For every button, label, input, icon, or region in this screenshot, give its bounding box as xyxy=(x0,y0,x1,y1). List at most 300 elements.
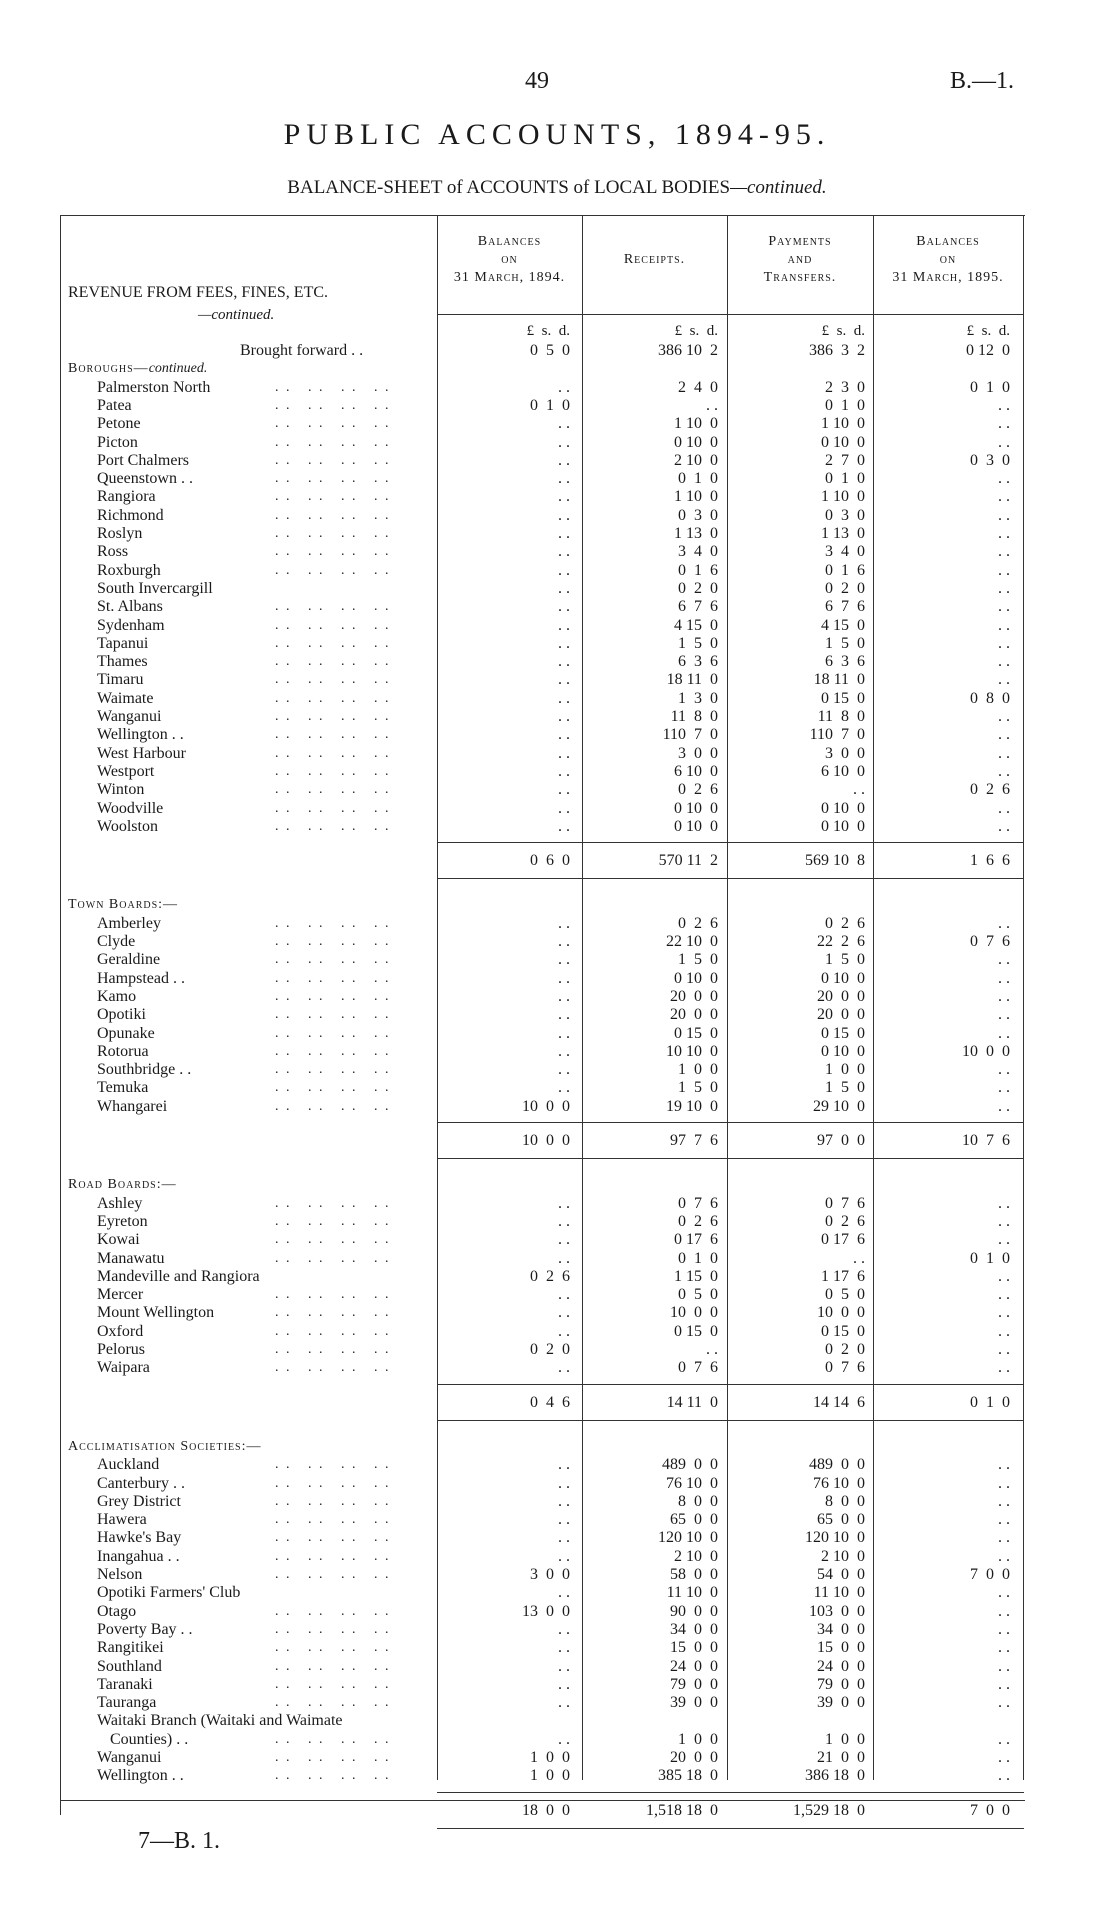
amount-c2: 2 4 0 xyxy=(678,378,718,396)
amount-c3: 103 0 0 xyxy=(809,1602,865,1620)
amount-c1: . . xyxy=(558,1061,570,1079)
amount-c2: 0 1 6 xyxy=(678,561,718,579)
row-name: Rangitikei xyxy=(97,1639,164,1657)
description-heading: REVENUE FROM FEES, FINES, ETC. xyxy=(68,284,329,301)
amount-c1: . . xyxy=(558,488,570,506)
page-title: PUBLIC ACCOUNTS, 1894-95. xyxy=(283,118,831,151)
amount-c3: 1 10 0 xyxy=(821,415,865,433)
row-name: Hawera xyxy=(97,1511,147,1529)
amount-c4: . . xyxy=(998,1231,1010,1249)
amount-c1: 18 0 0 xyxy=(522,1801,570,1819)
row-name: Tauranga xyxy=(97,1694,157,1712)
amount-c3: 6 10 0 xyxy=(821,762,865,780)
amount-c4: . . xyxy=(998,543,1010,561)
leader-dots: . . . . . . . . xyxy=(275,526,391,541)
amount-c3: 6 3 6 xyxy=(825,653,865,671)
amount-c4: 10 7 6 xyxy=(962,1132,1010,1149)
leader-dots: . . . . . . . . xyxy=(275,970,391,986)
amount-c2: 20 0 0 xyxy=(670,1006,718,1024)
col1-header-line: on xyxy=(501,252,518,267)
table-row xyxy=(0,763,1114,781)
amount-c2: 8 0 0 xyxy=(678,1492,718,1510)
leader-dots: . . . . . . . . xyxy=(275,915,391,931)
amount-c1: 0 1 0 xyxy=(530,396,570,414)
col3-header-line: Transfers. xyxy=(763,270,837,285)
section-heading-label xyxy=(68,1176,177,1194)
amount-c2: 0 2 0 xyxy=(678,579,718,597)
amount-c2: 1 5 0 xyxy=(678,634,718,652)
amount-c1: . . xyxy=(558,1212,570,1230)
row-name: Sydenham xyxy=(97,616,165,634)
amount-c1: . . xyxy=(558,1456,570,1474)
amount-c1: 0 2 0 xyxy=(530,1341,570,1358)
table-row xyxy=(0,1621,1114,1639)
table-row xyxy=(0,1304,1114,1322)
page-number: 49 xyxy=(525,68,549,94)
amount-c4: 10 0 0 xyxy=(962,1042,1010,1060)
amount-c1: 0 4 6 xyxy=(530,1393,570,1411)
amount-c2: 20 0 0 xyxy=(670,987,718,1005)
table-row xyxy=(0,745,1114,763)
amount-c3: 11 10 0 xyxy=(813,1584,865,1602)
row-name: Mount Wellington xyxy=(97,1304,215,1322)
amount-c3: 1 5 0 xyxy=(825,634,865,652)
leader-dots: . . . . . . . . xyxy=(275,934,391,949)
amount-c4: 0 12 0 xyxy=(966,342,1010,359)
amount-c3: 4 15 0 xyxy=(821,616,865,634)
amount-c1: . . xyxy=(558,451,570,469)
row-name: Nelson xyxy=(97,1566,143,1583)
page-subtitle xyxy=(0,177,1114,199)
amount-c1: . . xyxy=(558,1730,570,1748)
amount-c3: . . xyxy=(853,1249,865,1267)
leader-dots: . . . . . . . . xyxy=(275,690,391,706)
amount-c2: 1 5 0 xyxy=(678,1079,718,1097)
amount-c1: . . xyxy=(558,1639,570,1657)
amount-c4: . . xyxy=(998,969,1010,987)
table-row xyxy=(0,1268,1114,1286)
amount-c4: . . xyxy=(998,1657,1010,1675)
leader-dots: . . . . . . . . xyxy=(275,1007,391,1023)
leader-dots: . . . . . . . . xyxy=(275,599,391,615)
amount-c4: . . xyxy=(998,634,1010,652)
amount-c3: 110 7 0 xyxy=(809,726,865,744)
leader-dots: . . . . . . . . xyxy=(275,709,391,724)
amount-c4: . . xyxy=(998,1675,1010,1693)
row-name: Queenstown . . xyxy=(97,470,193,488)
leader-dots: . . . . . . . . xyxy=(275,1493,391,1509)
row-name: Hawke's Bay xyxy=(97,1529,182,1547)
amount-c1: . . xyxy=(558,1474,570,1492)
row-name: Petone xyxy=(97,415,141,433)
amount-c4: . . xyxy=(998,914,1010,932)
row-name: Poverty Bay . . xyxy=(97,1620,193,1638)
amount-c3: 34 0 0 xyxy=(817,1620,865,1638)
leader-dots: . . . . . . . . xyxy=(275,1731,391,1747)
amount-c1: . . xyxy=(558,1359,570,1377)
leader-dots: . . . . . . . . xyxy=(275,617,391,633)
table-row xyxy=(0,1098,1114,1116)
row-name: Roslyn xyxy=(97,525,143,542)
section-heading-label xyxy=(68,896,178,914)
table-row xyxy=(0,1639,1114,1657)
amount-c1: 10 0 0 xyxy=(522,1132,570,1149)
amount-c2: 1 5 0 xyxy=(678,951,718,969)
leader-dots: . . . . . . . . xyxy=(275,1621,391,1637)
row-name: Westport xyxy=(97,762,155,780)
amount-c3: 0 15 0 xyxy=(821,1322,865,1340)
amount-c3: 2 10 0 xyxy=(821,1547,865,1565)
amount-c3: 10 0 0 xyxy=(817,1304,865,1322)
section-total-underline xyxy=(437,1420,1024,1421)
amount-c2: . . xyxy=(706,1341,718,1358)
amount-c4: . . xyxy=(998,598,1010,616)
table-row xyxy=(0,1250,1114,1268)
row-name: Eyreton xyxy=(97,1212,148,1230)
row-name: Grey District xyxy=(97,1492,181,1510)
row-name: Winton xyxy=(97,781,145,799)
leader-dots: . . . . . . . . xyxy=(275,1768,391,1784)
amount-c1: . . xyxy=(558,1079,570,1097)
amount-c4: . . xyxy=(998,415,1010,433)
amount-c2: 6 10 0 xyxy=(674,762,718,780)
amount-c4: . . xyxy=(998,1267,1010,1285)
amount-c2: 0 10 0 xyxy=(674,433,718,451)
amount-c1: . . xyxy=(558,726,570,744)
section-total-row xyxy=(0,852,1114,870)
table-row xyxy=(0,1231,1114,1249)
amount-c1: . . xyxy=(558,1194,570,1212)
amount-c3: 76 10 0 xyxy=(813,1474,865,1492)
leader-dots: . . . . . . . . xyxy=(275,1676,391,1692)
amount-c3: 386 18 0 xyxy=(805,1767,865,1785)
amount-c2: 2 10 0 xyxy=(674,1547,718,1565)
amount-c4: . . xyxy=(998,1511,1010,1529)
amount-c2: 3 4 0 xyxy=(678,543,718,561)
amount-c3: 0 10 0 xyxy=(821,969,865,987)
col1-header xyxy=(437,233,582,287)
leader-dots: . . . . . . . . xyxy=(275,745,391,761)
amount-c1: . . xyxy=(558,561,570,579)
amount-c2: 120 10 0 xyxy=(658,1529,718,1547)
table-row xyxy=(0,1658,1114,1676)
leader-dots: . . . . . . . . xyxy=(275,507,391,523)
leader-dots: . . . . . . . . xyxy=(275,544,391,560)
amount-c4: . . xyxy=(998,653,1010,671)
row-name: Woolston xyxy=(97,817,158,835)
table-top-rule xyxy=(60,215,1025,216)
amount-c4: . . xyxy=(998,817,1010,835)
col3-header xyxy=(727,233,873,287)
amount-c3: 1 5 0 xyxy=(825,1079,865,1097)
amount-c2: 90 0 0 xyxy=(670,1602,718,1620)
table-row xyxy=(0,988,1114,1006)
amount-c3: 1 10 0 xyxy=(821,488,865,506)
table-row xyxy=(0,1548,1114,1566)
table-row xyxy=(0,379,1114,397)
section-total-rule xyxy=(437,1122,1024,1123)
table-row xyxy=(0,598,1114,616)
amount-c2: 1 0 0 xyxy=(678,1061,718,1079)
leader-dots: . . . . . . . . xyxy=(275,1323,391,1339)
amount-c4: . . xyxy=(998,671,1010,689)
amount-c4: . . xyxy=(998,1474,1010,1492)
amount-c1: . . xyxy=(558,1006,570,1024)
amount-c2: 0 10 0 xyxy=(674,969,718,987)
row-name: Kamo xyxy=(97,987,137,1005)
amount-c1: . . xyxy=(558,598,570,616)
leader-dots: . . . . . . . . xyxy=(275,654,391,670)
amount-c4: . . xyxy=(998,1749,1010,1766)
amount-c1: 0 5 0 xyxy=(530,342,570,359)
amount-c2: 76 10 0 xyxy=(666,1474,718,1492)
table-row xyxy=(0,1025,1114,1043)
leader-dots: . . . . . . . . xyxy=(275,1250,391,1266)
units-col2: £ s. d. xyxy=(674,323,718,339)
amount-c1: . . xyxy=(558,378,570,396)
amount-c4: . . xyxy=(998,1359,1010,1377)
section-heading xyxy=(0,1176,1114,1194)
leader-dots: . . . . . . . . xyxy=(275,1567,391,1582)
amount-c1: . . xyxy=(558,799,570,817)
amount-c4: 0 1 0 xyxy=(970,1393,1010,1411)
amount-c2: 489 0 0 xyxy=(662,1456,718,1474)
amount-c2: 24 0 0 xyxy=(670,1657,718,1675)
row-name: Wellington . . xyxy=(97,726,184,744)
amount-c1: . . xyxy=(558,415,570,433)
amount-c3: 2 3 0 xyxy=(825,378,865,396)
amount-c4: . . xyxy=(998,1024,1010,1042)
row-name: Mandeville and Rangiora xyxy=(97,1267,260,1285)
amount-c2: 0 15 0 xyxy=(674,1024,718,1042)
table-row xyxy=(0,415,1114,433)
section-total-row xyxy=(0,1802,1114,1820)
amount-c4: . . xyxy=(998,1730,1010,1748)
units-col3: £ s. d. xyxy=(821,323,865,339)
amount-c2: 1 15 0 xyxy=(674,1267,718,1285)
leader-dots: . . . . . . . . xyxy=(275,489,391,505)
table-row xyxy=(0,726,1114,744)
amount-c4: 7 0 0 xyxy=(970,1801,1010,1819)
leader-dots: . . . . . . . . xyxy=(275,1025,391,1041)
table-row xyxy=(0,1603,1114,1621)
amount-c4: . . xyxy=(998,1061,1010,1079)
amount-c4: . . xyxy=(998,726,1010,744)
amount-c1: . . xyxy=(558,579,570,597)
amount-c2: 18 11 0 xyxy=(666,671,718,689)
col4-header xyxy=(873,233,1023,287)
amount-c4: . . xyxy=(998,1529,1010,1547)
row-name: Waitaki Branch (Waitaki and Waimate xyxy=(97,1712,343,1730)
amount-c1: 13 0 0 xyxy=(522,1602,570,1620)
row-name: Ashley xyxy=(97,1194,143,1212)
amount-c3: 0 2 0 xyxy=(825,579,865,597)
amount-c1: . . xyxy=(558,1657,570,1675)
table-row xyxy=(0,1359,1114,1377)
row-name: Picton xyxy=(97,433,138,451)
amount-c3: 569 10 8 xyxy=(805,852,865,870)
amount-c1: . . xyxy=(558,470,570,488)
row-name: Rotorua xyxy=(97,1042,149,1060)
section-heading-text: Acclimatisation Societies:— xyxy=(68,1438,262,1454)
row-name: Kowai xyxy=(97,1231,140,1249)
amount-c4: 0 1 0 xyxy=(970,378,1010,396)
row-name: Oxford xyxy=(97,1322,144,1340)
amount-c1: 1 0 0 xyxy=(530,1749,570,1766)
amount-c2: 0 7 6 xyxy=(678,1194,718,1212)
section-total-underline xyxy=(437,878,1024,879)
amount-c3: 1 17 6 xyxy=(821,1267,865,1285)
section-heading-label xyxy=(68,1438,262,1456)
amount-c3: 489 0 0 xyxy=(809,1456,865,1474)
amount-c1: . . xyxy=(558,1584,570,1602)
amount-c3: 21 0 0 xyxy=(817,1749,865,1766)
col1-header-line: 31 March, 1894. xyxy=(453,270,566,285)
table-row xyxy=(0,1676,1114,1694)
amount-c4: . . xyxy=(998,1584,1010,1602)
amount-c4: . . xyxy=(998,1286,1010,1304)
amount-c1: 0 2 6 xyxy=(530,1267,570,1285)
row-name: Thames xyxy=(97,653,148,671)
amount-c1: . . xyxy=(558,1511,570,1529)
leader-dots: . . . . . . . . xyxy=(275,1043,391,1059)
leader-dots: . . . . . . . . xyxy=(275,952,391,968)
leader-dots: . . . . . . . . xyxy=(275,1213,391,1229)
amount-c1: 10 0 0 xyxy=(522,1097,570,1115)
table-row xyxy=(0,1323,1114,1341)
amount-c1: . . xyxy=(558,1024,570,1042)
row-name: Canterbury . . xyxy=(97,1474,185,1492)
row-name: Wellington . . xyxy=(97,1767,184,1785)
section-total-rule xyxy=(437,1384,1024,1385)
row-name: Wanganui xyxy=(97,708,162,725)
row-name: Rangiora xyxy=(97,488,156,506)
amount-c3: 120 10 0 xyxy=(805,1529,865,1547)
leader-dots: . . . . . . . . xyxy=(275,1305,391,1321)
section-heading-text: Boroughs— xyxy=(68,361,149,377)
amount-c4: 0 8 0 xyxy=(970,689,1010,707)
amount-c3: 39 0 0 xyxy=(817,1694,865,1712)
table-row xyxy=(0,708,1114,726)
section-heading-text: Road Boards:— xyxy=(68,1177,177,1193)
amount-c4: 7 0 0 xyxy=(970,1566,1010,1583)
units-col1: £ s. d. xyxy=(526,323,570,339)
section-heading xyxy=(0,1438,1114,1456)
leader-dots: . . . . . . . . xyxy=(275,727,391,743)
table-row xyxy=(0,1286,1114,1304)
amount-c3: 0 1 6 xyxy=(825,561,865,579)
leader-dots: . . . . . . . . xyxy=(275,672,391,688)
amount-c3: . . xyxy=(853,781,865,799)
table-row xyxy=(0,1566,1114,1584)
amount-c2: 6 7 6 xyxy=(678,598,718,616)
leader-dots: . . . . . . . . xyxy=(275,434,391,450)
amount-c1: . . xyxy=(558,1231,570,1249)
row-name: Ross xyxy=(97,543,129,561)
amount-c2: . . xyxy=(706,396,718,414)
amount-c3: 65 0 0 xyxy=(817,1511,865,1529)
amount-c1: . . xyxy=(558,634,570,652)
section-total-rule xyxy=(437,1792,1024,1793)
table-row xyxy=(0,671,1114,689)
amount-c4: . . xyxy=(998,433,1010,451)
table-row xyxy=(0,434,1114,452)
table-row xyxy=(0,1341,1114,1359)
amount-c1: . . xyxy=(558,1304,570,1322)
col4-header-line: on xyxy=(939,252,957,267)
amount-c1: . . xyxy=(558,1249,570,1267)
table-row xyxy=(0,1061,1114,1079)
amount-c2: 65 0 0 xyxy=(670,1511,718,1529)
leader-dots: . . . . . . . . xyxy=(275,1342,391,1357)
table-row xyxy=(0,800,1114,818)
amount-c1: . . xyxy=(558,951,570,969)
amount-c2: 1 0 0 xyxy=(678,1730,718,1748)
amount-c3: 0 10 0 xyxy=(821,1042,865,1060)
amount-c4: . . xyxy=(998,506,1010,524)
row-name: Inangahua . . xyxy=(97,1547,180,1565)
table-row xyxy=(0,653,1114,671)
amount-c1: . . xyxy=(558,1620,570,1638)
table-row xyxy=(0,470,1114,488)
amount-c3: 0 1 0 xyxy=(825,470,865,488)
section-heading-label xyxy=(68,360,207,378)
section-total-rule xyxy=(437,842,1024,843)
amount-c4: . . xyxy=(998,1304,1010,1322)
amount-c4: . . xyxy=(998,987,1010,1005)
amount-c4: 1 6 6 xyxy=(970,852,1010,870)
table-row xyxy=(0,970,1114,988)
row-name: Opotiki xyxy=(97,1006,146,1024)
row-name: Port Chalmers xyxy=(97,451,189,469)
amount-c3: 6 7 6 xyxy=(825,598,865,616)
leader-dots: . . . . . . . . xyxy=(275,379,391,395)
table-row xyxy=(0,543,1114,561)
amount-c1: . . xyxy=(558,933,570,950)
amount-c4: 0 3 0 xyxy=(970,451,1010,469)
header-rule xyxy=(437,314,1024,315)
amount-c4: . . xyxy=(998,470,1010,488)
amount-c1: . . xyxy=(558,762,570,780)
table-row xyxy=(0,562,1114,580)
table-row xyxy=(0,617,1114,635)
amount-c1: 3 0 0 xyxy=(530,1566,570,1583)
amount-c2: 0 1 0 xyxy=(678,1249,718,1267)
row-name: Richmond xyxy=(97,506,164,524)
footer-reference: 7—B. 1. xyxy=(138,1828,221,1854)
amount-c3: 0 15 0 xyxy=(821,1024,865,1042)
col2-header-line: Receipts. xyxy=(623,252,686,267)
amount-c3: 20 0 0 xyxy=(817,1006,865,1024)
section-total-underline xyxy=(437,1828,1024,1829)
amount-c3: 29 10 0 xyxy=(813,1097,865,1115)
amount-c4: . . xyxy=(998,579,1010,597)
leader-dots: . . . . . . . . xyxy=(275,562,391,578)
row-name: Southbridge . . xyxy=(97,1061,192,1079)
amount-c3: 1 5 0 xyxy=(825,951,865,969)
leader-dots: . . . . . . . . xyxy=(275,635,391,651)
amount-c2: 1,518 18 0 xyxy=(646,1801,718,1819)
amount-c1: . . xyxy=(558,1322,570,1340)
col1-header-line: Balances xyxy=(477,234,542,249)
row-name: Opotiki Farmers' Club xyxy=(97,1584,241,1602)
row-name: Timaru xyxy=(97,671,144,689)
amount-c4: . . xyxy=(998,1322,1010,1340)
row-name: Hampstead . . xyxy=(97,969,185,987)
amount-c1: . . xyxy=(558,506,570,524)
amount-c2: 6 3 6 xyxy=(678,653,718,671)
amount-c2: 79 0 0 xyxy=(670,1675,718,1693)
